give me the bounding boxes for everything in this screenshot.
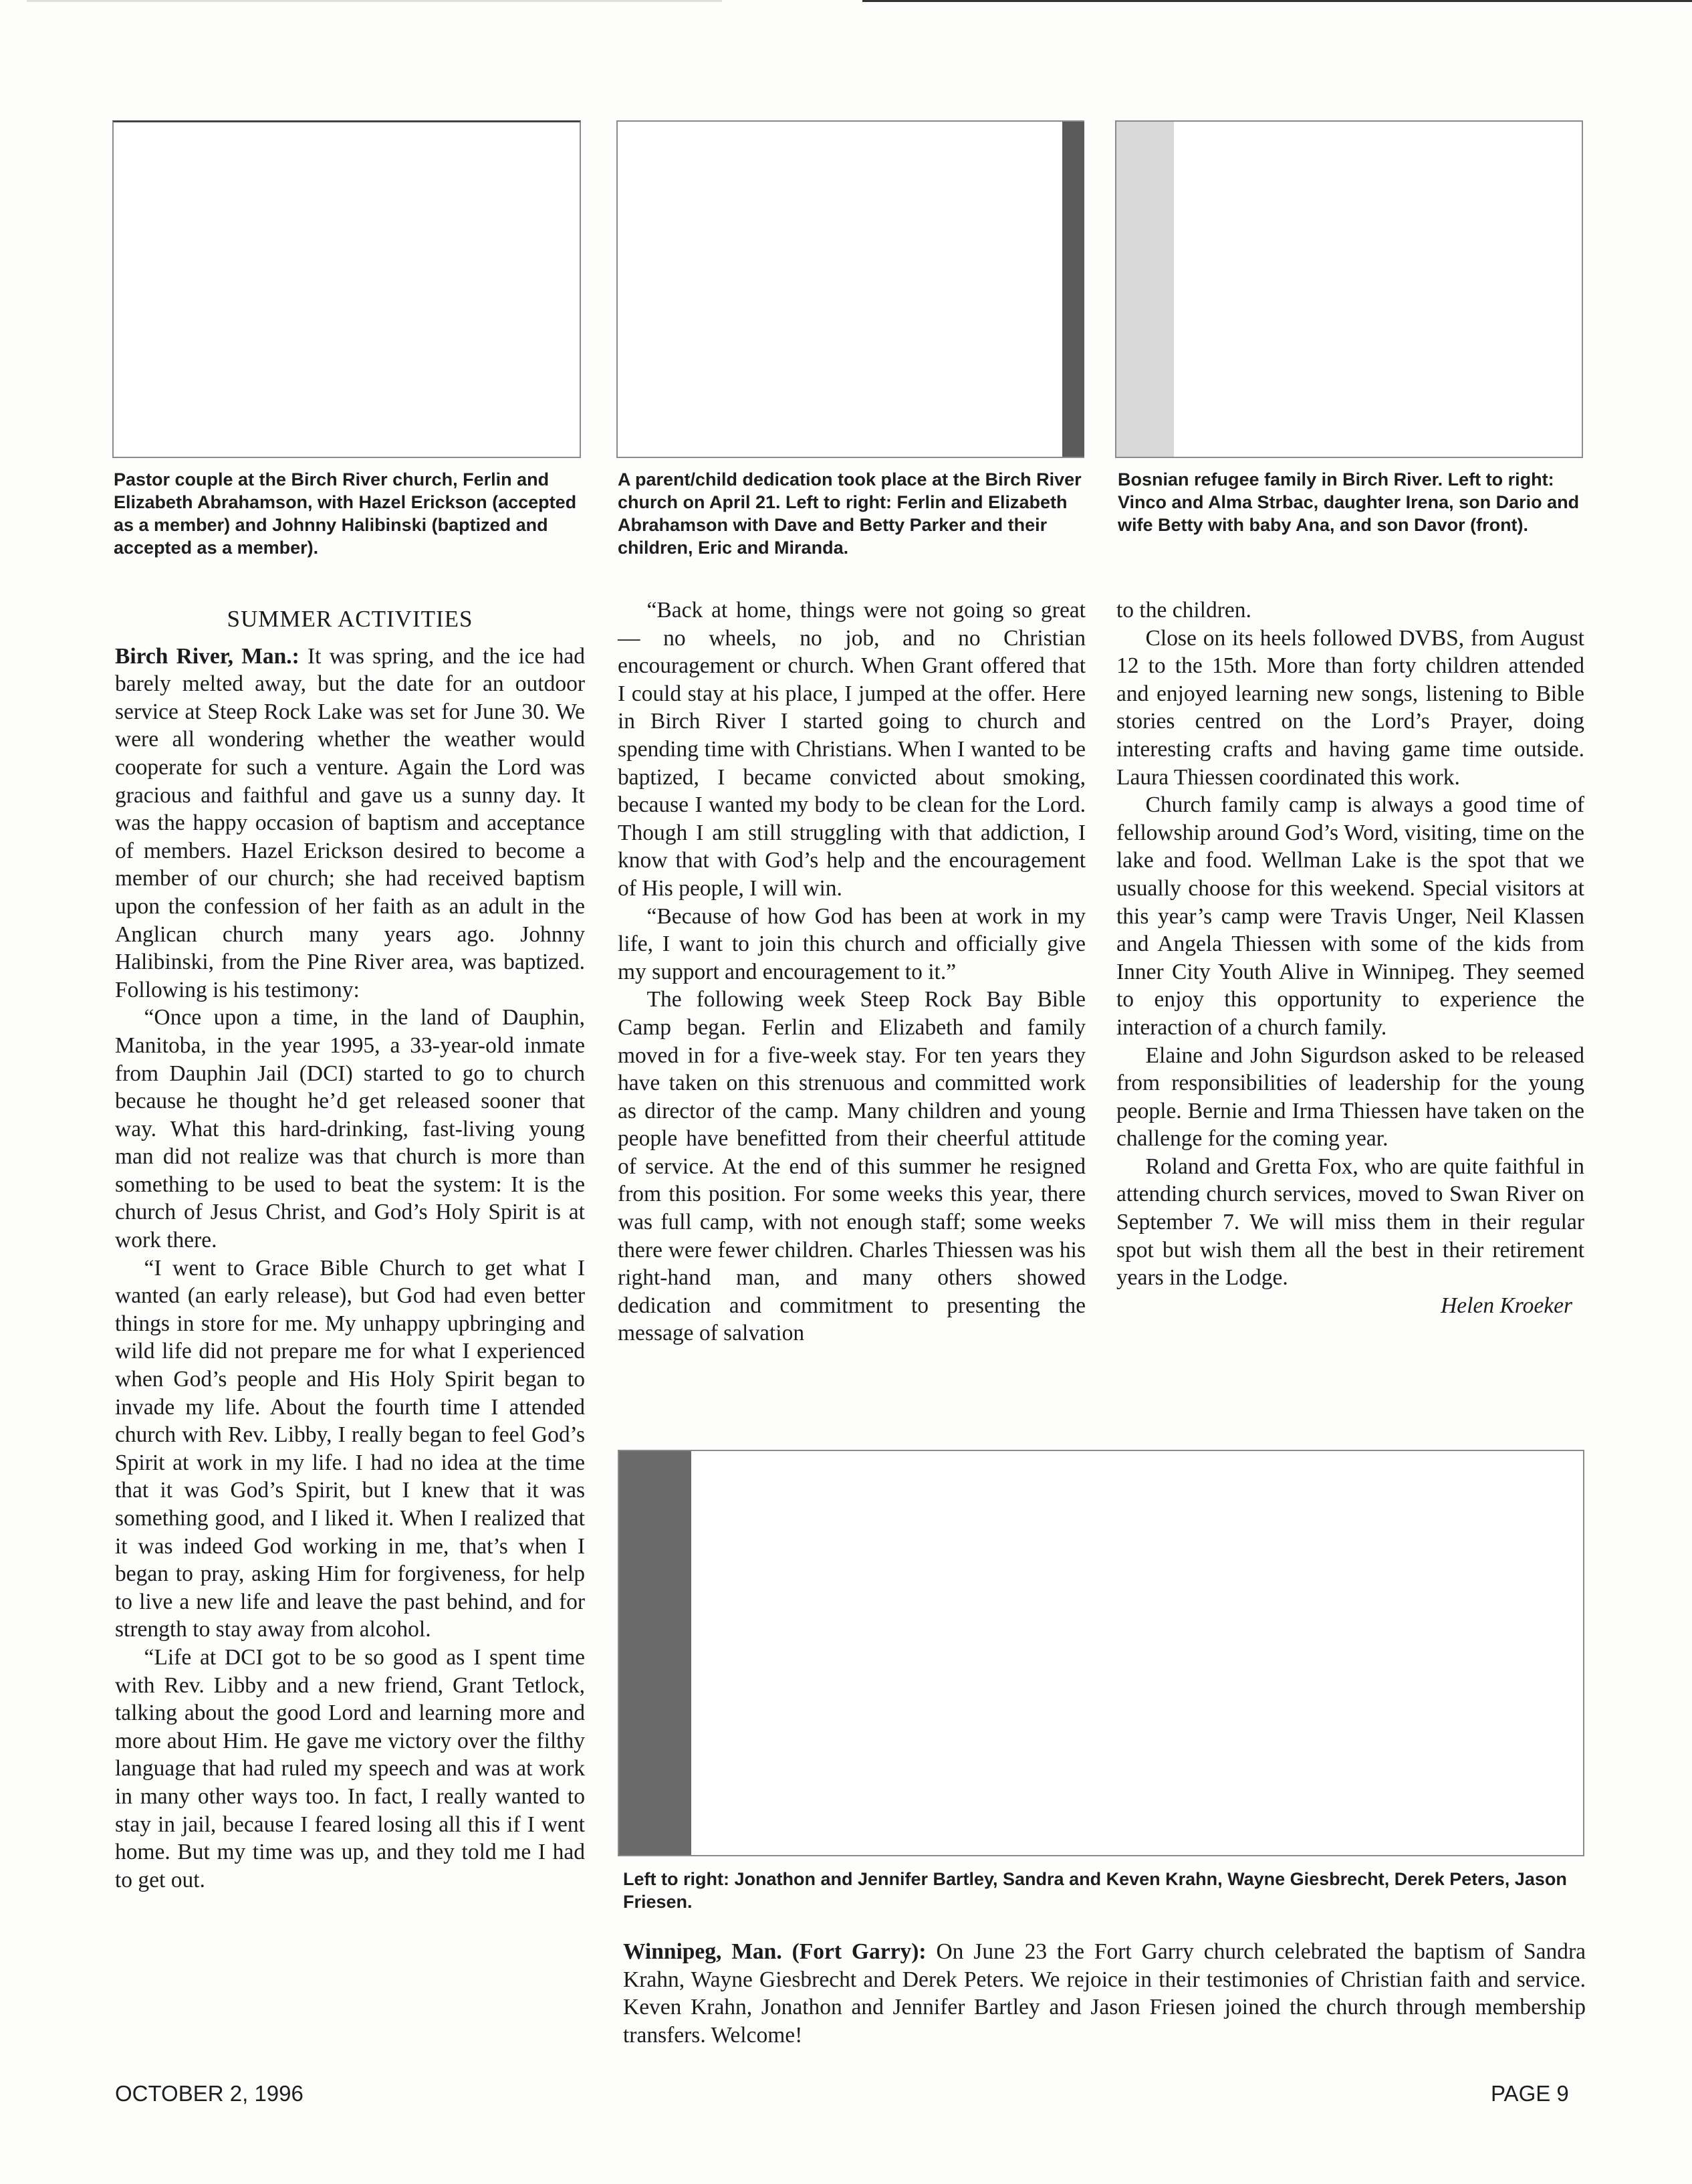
photo-caption: Pastor couple at the Birch River church, Ferlin and Elizabeth Abrahamson, with Hazel Erickson (accepted as a member) and Johnny Halibinski (baptized and accepted as a member). [114,469,577,558]
place-label: Birch River, Man.: [115,643,299,669]
article-paragraph: “Because of how God has been at work in my life, I want to join this church and officially give my support and encouragement to it.” [618,903,1086,984]
photo-edge-shadow [1062,122,1084,457]
photo-edge-fragment [1116,122,1174,457]
article-paragraph: Roland and Gretta Fox, who are quite faithful in attending church services, moved to Swan River on September 7. We will miss them in their regular spot but wish them all the best in their retirement years in the Lodge. [1116,1154,1584,1291]
article-paragraph: Church family camp is always a good time of fellowship around God’s Word, visiting, time on the lake and food. Wellman Lake is the spot that we usually choose for this weekend. Special visitors at this year’s camp were Travis Unger, Neil Klassen and Angela Thiessen with some of the kids from Inner City Youth Alive in Winnipeg. They seemed to enjoy this opportunity to experience the interaction of a church family. [1116,792,1584,1040]
photo-fort-garry-group [618,1450,1584,1856]
article-paragraph: The following week Steep Rock Bay Bible Camp began. Ferlin and Elizabeth and family moved in for a five-week stay. For ten years they have taken on this strenuous and committed work as director of the camp. Many children and young people have benefitted from their cheerful attitude of service. At the end of this summer he resigned from this position. For some weeks this year, there was full camp, with not enough staff; some weeks there were fewer children. Charles Thiessen was his right-hand man, and many others showed dedication and commitment to presenting the message of salvation [618,987,1086,1346]
article-paragraph: “Back at home, things were not going so great — no wheels, no job, and no Christian encouragement or church. When Grant offered that I could stay at his place, I jumped at the offer. Here in Birch River I started going to church and spending time with Christians. When I wanted to be baptized, I became convicted about smoking, because I wanted my body to be clean for the Lord. Though I am still struggling with that addiction, I know that with God’s help and the encouragement of His people, I will win. [618,598,1086,901]
article-paragraph: to the children. [1116,598,1251,623]
photo-caption: A parent/child dedication took place at the Birch River church on April 21. Left to right: Ferlin and Elizabeth Abrahamson with Dave and Betty Parker and their children, Eric and Miranda. [618,469,1082,558]
article-column-3 [1116,596,1584,1319]
top-rule-left [27,0,722,2]
article-heading: SUMMER ACTIVITIES [227,606,473,632]
top-rule-right [862,0,1692,2]
article-column-2 [618,596,1086,1347]
photo-dedication [616,120,1084,458]
photo-pastor-couple [112,120,581,458]
article-paragraph: “I went to Grace Bible Church to get what I wanted (an early release), but God had even better things in store for me. My unhappy upbringing and wild life did not prepare me for what I experienced when God’s people and His Holy Spirit began to invade my life. About the fourth time I attended church with Rev. Libby, I really began to feel God’s Spirit at work in my life. I had no idea at the time that it was God’s Spirit, but I knew that it was something good, and I liked it. When I realized that it was indeed God working in me, that’s when I began to pray, asking Him for forgiveness, for help to live a new life and leave the past behind, and for strength to stay away from alcohol. [115,1255,585,1642]
article-column-1 [115,605,585,1894]
author-signature: Helen Kroeker [1441,1293,1572,1318]
issue-date: OCTOBER 2, 1996 [115,2081,304,2106]
article-paragraph: “Life at DCI got to be so good as I spent time with Rev. Libby and a new friend, Grant Tetlock, talking about the good Lord and learning more and more about Him. He gave me victory over the filthy language that had ruled my speech and was at work in many other ways too. In fact, I really wanted to stay in jail, because I feared losing all this if I went home. But my time was up, and they told me I had to get out. [115,1644,585,1892]
page-number: PAGE 9 [1491,2081,1569,2106]
place-label: Winnipeg, Man. (Fort Garry): [623,1939,927,1964]
winnipeg-paragraph: Winnipeg, Man. (Fort Garry): On June 23 the Fort Garry church celebrated the baptism of Sandra Krahn, Wayne Giesbrecht and Derek Peters. We rejoice in their testimonies of Christian faith and service. Keven Krahn, Jonathon and Jennifer Bartley and Jason Friesen joined the church through membership transfers. Welcome! [623,1939,1586,2048]
article-paragraph: Elaine and John Sigurdson asked to be released from responsibilities of leadership for the young people. Bernie and Irma Thiessen have taken on the challenge for the coming year. [1116,1043,1584,1152]
photo-edge-shadow [619,1451,691,1855]
photo-caption: Bosnian refugee family in Birch River. Left to right: Vinco and Alma Strbac, daughter Irena, son Dario and wife Betty with baby Ana, and son Davor (front). [1118,469,1580,535]
photo-refugee-family [1115,120,1583,458]
article-paragraph: Close on its heels followed DVBS, from August 12 to the 15th. More than forty children attended and enjoyed learning new songs, listening to Bible stories centred on the Lord’s Prayer, doing interesting crafts and having game time outside. Laura Thiessen coordinated this work. [1116,625,1584,790]
article-paragraph: “Once upon a time, in the land of Dauphin, Manitoba, in the year 1995, a 33-year-old inmate from Dauphin Jail (DCI) started to go to church because he thought he’d get released sooner that way. What this hard-drinking, fast-living young man did not realize was that church is more than something to be used to beat the system: It is the church of Jesus Christ, and God’s Holy Spirit is at work there. [115,1005,585,1253]
article-paragraph: Birch River, Man.: It was spring, and the ice had barely melted away, but the date for an outdoor service at Steep Rock Lake was set for June 30. We were all wondering whether the weather would cooperate for such a venture. Again the Lord was gracious and faithful and gave us a sunny day. It was the happy occasion of baptism and acceptance of members. Hazel Erickson desired to become a member of our church; she had received baptism upon the confession of her faith as an adult in the Anglican church many years ago. Johnny Halibinski, from the Pine River area, was baptized. Following is his testimony: [115,643,585,1002]
photo-caption: Left to right: Jonathon and Jennifer Bartley, Sandra and Keven Krahn, Wayne Giesbrecht, Derek Peters, Jason Friesen. [623,1869,1567,1912]
